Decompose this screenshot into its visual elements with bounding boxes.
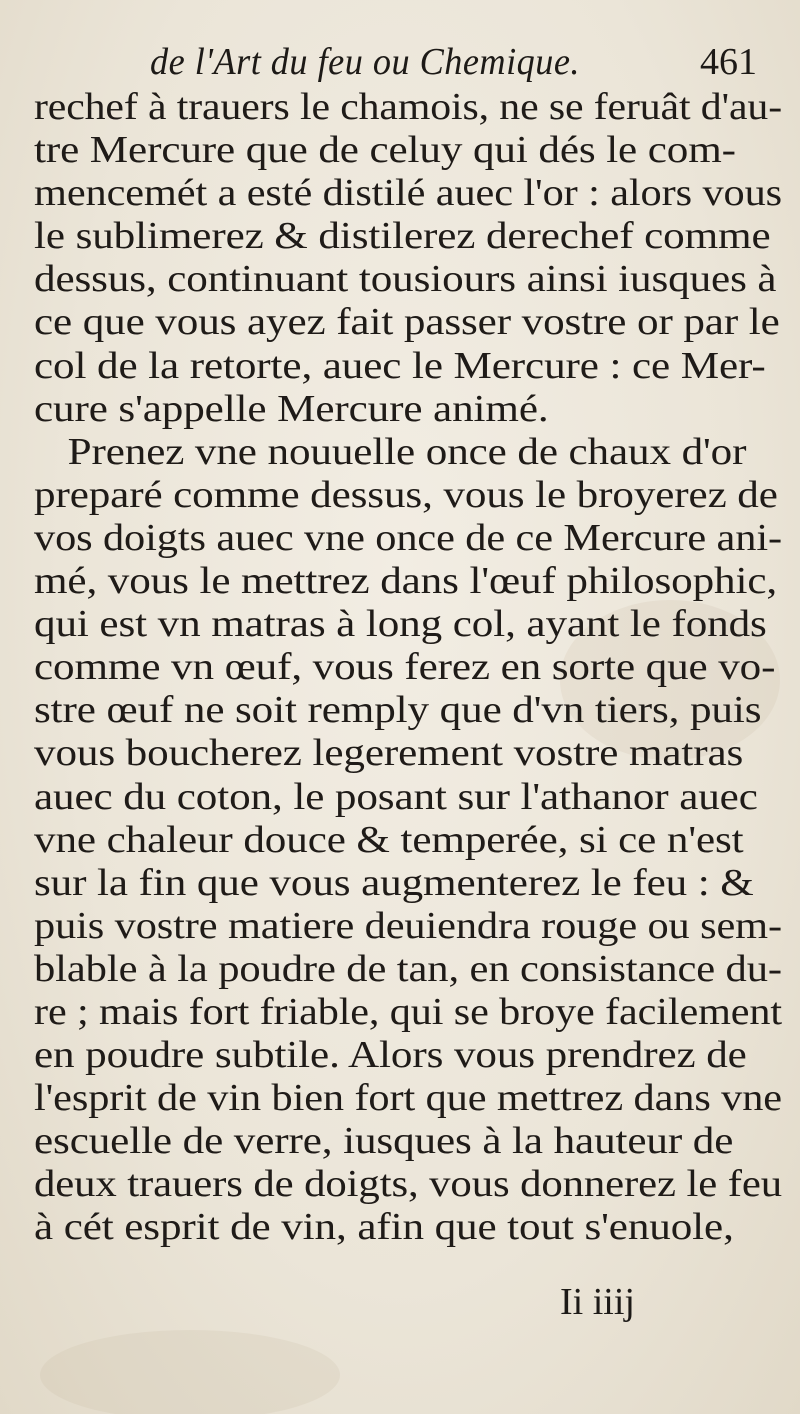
- text-line: auec du coton, le posant sur l'athanor auec: [34, 775, 758, 818]
- text-line: le sublimerez & distilerez derechef comme: [34, 215, 771, 258]
- text-line: comme vn œuf, vous ferez en sorte que vo-: [34, 646, 776, 689]
- text-line: col de la retorte, auec le Mercure : ce Mer-: [34, 344, 766, 387]
- text-line: vous boucherez legerement vostre matras: [34, 732, 744, 775]
- text-line: dessus, continuant tousiours ainsi iusques à: [34, 258, 777, 301]
- text-line: tre Mercure que de celuy qui dés le com-: [34, 129, 736, 172]
- text-line: blable à la poudre de tan, en consistance du-: [34, 947, 782, 990]
- text-line: en poudre subtile. Alors vous prendrez de: [34, 1034, 747, 1077]
- text-line: Prenez vne nouuelle once de chaux d'or: [67, 430, 747, 473]
- text-line: vos doigts auec vne once de ce Mercure ani-: [34, 516, 782, 559]
- body-text: [34, 86, 782, 1250]
- text-line: l'esprit de vin bien fort que mettrez dans vne: [34, 1077, 782, 1120]
- text-line: escuelle de verre, iusques à la hauteur de: [34, 1120, 734, 1163]
- text-line: qui est vn matras à long col, ayant le fonds: [34, 603, 767, 646]
- text-line: stre œuf ne soit remply que d'vn tiers, puis: [34, 689, 762, 732]
- text-line: sur la fin que vous augmenterez le feu : &: [34, 861, 754, 904]
- text-line: vne chaleur douce & temperée, si ce n'est: [34, 818, 744, 861]
- signature-mark: Ii iiij: [560, 1281, 635, 1323]
- paper-stain: [40, 1330, 340, 1414]
- text-line: rechef à trauers le chamois, ne se feruât d'au-: [34, 86, 783, 128]
- running-head: [0, 30, 800, 90]
- text-line: re ; mais fort friable, qui se broye facilement: [34, 990, 783, 1033]
- page-number: 461: [700, 41, 757, 83]
- text-line: deux trauers de doigts, vous donnerez le feu: [34, 1163, 782, 1206]
- running-head-title: de l'Art du feu ou Chemique.: [150, 41, 580, 83]
- text-line: mencemét a esté distilé auec l'or : alors vous: [34, 172, 783, 215]
- text-line: preparé comme dessus, vous le broyerez de: [34, 473, 778, 516]
- text-line: puis vostre matiere deuiendra rouge ou sem-: [34, 904, 782, 947]
- text-line: mé, vous le mettrez dans l'œuf philosophic,: [34, 560, 778, 603]
- text-line: à cét esprit de vin, afin que tout s'enuole,: [34, 1206, 734, 1249]
- text-line: cure s'appelle Mercure animé.: [34, 387, 549, 430]
- text-line: ce que vous ayez fait passer vostre or par le: [34, 301, 780, 344]
